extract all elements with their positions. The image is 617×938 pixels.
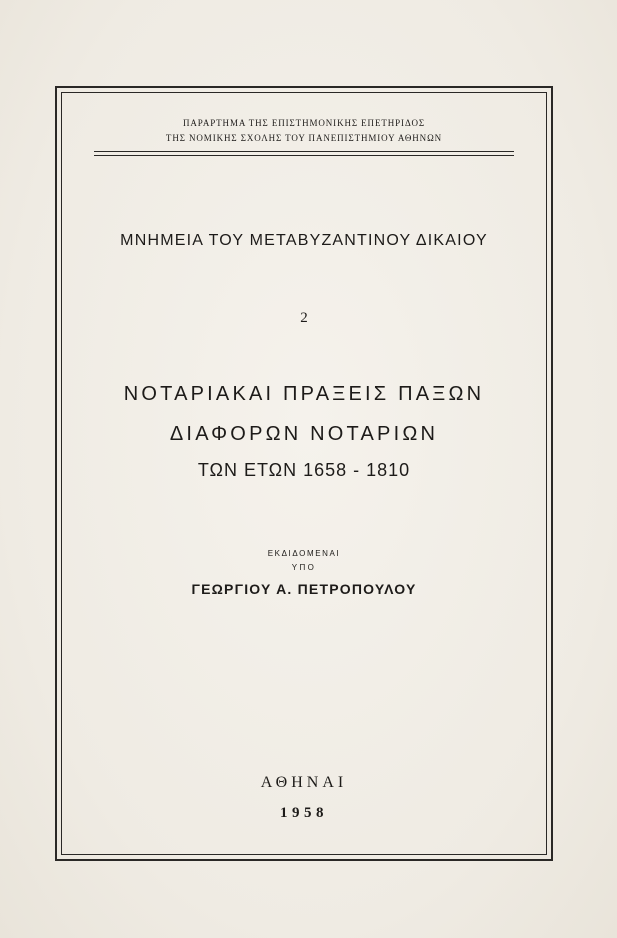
book-title-line-1: ΝΟΤΑΡΙΑΚΑΙ ΠΡΑΞΕΙΣ ΠΑΞΩΝ (123, 383, 485, 405)
imprint-place: ΑΘΗΝΑΙ (260, 774, 348, 791)
book-title-line-2: ΔΙΑΦΟΡΩΝ ΝΟΤΑΡΙΩΝ (169, 423, 439, 445)
header-rule-top (94, 151, 514, 152)
volume-number: 2 (300, 310, 308, 326)
series-header-line-2: ΤΗΣ ΝΟΜΙΚΗΣ ΣΧΟΛΗΣ ΤΟΥ ΠΑΝΕΠΙΣΤΗΜΙΟΥ ΑΘΗΝΩΝ (165, 133, 443, 143)
editor-name: ΓΕΩΡΓΙΟΥ Α. ΠΕΤΡΟΠΟΥΛΟΥ (191, 581, 417, 597)
by-label: ΥΠΟ (291, 563, 317, 572)
collection-title: ΜΝΗΜΕΙΑ ΤΟΥ ΜΕΤΑΒΥΖΑΝΤΙΝΟΥ ΔΙΚΑΙΟΥ (120, 232, 488, 249)
series-header-line-1: ΠΑΡΑΡΤΗΜΑ ΤΗΣ ΕΠΙΣΤΗΜΟΝΙΚΗΣ ΕΠΕΤΗΡΙΔΟΣ (182, 118, 426, 128)
edited-label: ΕΚΔΙΔΟΜΕΝΑΙ (267, 549, 341, 558)
header-rule-bottom (94, 155, 514, 156)
imprint-year: 1958 (280, 805, 328, 821)
book-title-line-3: ΤΩΝ ΕΤΩΝ 1658 - 1810 (197, 460, 411, 480)
